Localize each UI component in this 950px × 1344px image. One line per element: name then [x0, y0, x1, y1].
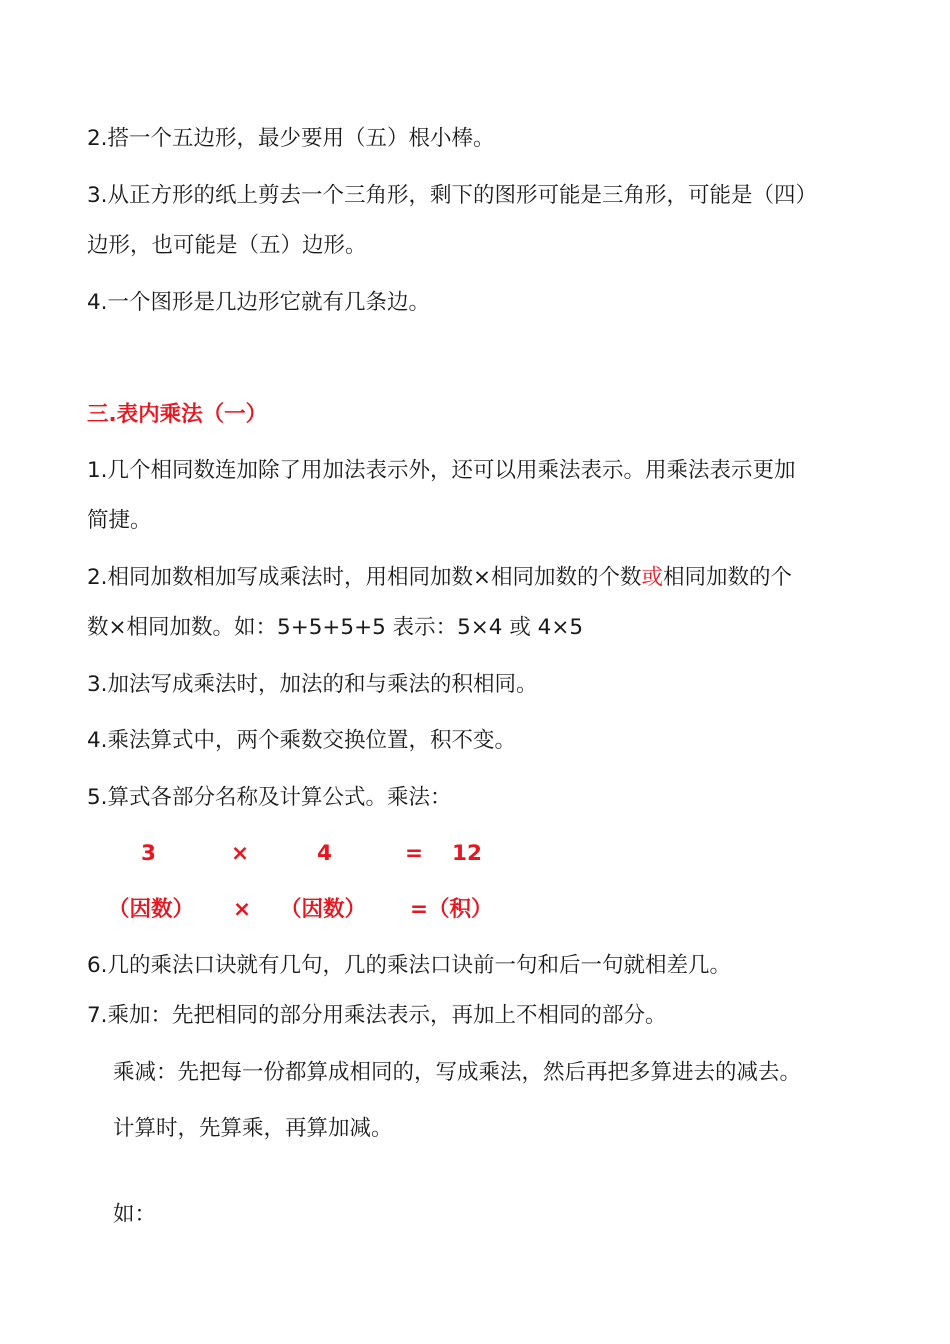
formula-label-factor-1: （因数） — [108, 897, 195, 922]
formula-label-times: × — [233, 897, 252, 922]
example-label: 如： — [113, 1202, 157, 1227]
mult-item-7: 7.乘加：先把相同的部分用乘法表示，再加上不相同的部分。 — [87, 1003, 667, 1028]
formula-times-sign: × — [231, 841, 250, 866]
item-3-line-1: 3.从正方形的纸上剪去一个三角形，剩下的图形可能是三角形，可能是（四） — [87, 183, 818, 208]
formula-equals-sign: = — [405, 841, 424, 866]
mult-item-2-text-b: 相同加数的个 — [663, 565, 793, 590]
mult-item-2-text-a: 2.相同加数相加写成乘法时，用相同加数×相同加数的个数 — [87, 565, 642, 590]
mult-item-1-line-1: 1.几个相同数连加除了用加法表示外，还可以用乘法表示。用乘法表示更加 — [87, 458, 796, 483]
mult-item-2-or-highlight: 或 — [641, 565, 664, 590]
formula-factor-2: 4 — [317, 841, 332, 866]
mult-item-2-line-2: 数×相同加数。如：5+5+5+5 表示：5×4 或 4×5 — [87, 615, 584, 640]
item-2-pentagon: 2.搭一个五边形，最少要用（五）根小棒。 — [87, 126, 495, 151]
mult-item-7-subtract-rule: 乘减：先把每一份都算成相同的，写成乘法，然后再把多算进去的减去。 — [113, 1060, 802, 1085]
item-3-line-2: 边形，也可能是（五）边形。 — [87, 233, 367, 258]
mult-item-3: 3.加法写成乘法时，加法的和与乘法的积相同。 — [87, 672, 538, 697]
mult-item-7-order-rule: 计算时，先算乘，再算加减。 — [113, 1116, 393, 1141]
mult-item-2-line-1 — [87, 563, 792, 593]
formula-factor-1: 3 — [141, 841, 156, 866]
formula-label-factor-2: （因数） — [280, 897, 367, 922]
mult-item-1-line-2: 简捷。 — [87, 508, 152, 533]
section-heading-multiplication: 三.表内乘法（一） — [87, 402, 268, 427]
mult-item-6: 6.几的乘法口诀就有几句，几的乘法口诀前一句和后一句就相差几。 — [87, 953, 732, 978]
mult-item-4: 4.乘法算式中，两个乘数交换位置，积不变。 — [87, 728, 517, 753]
formula-product: 12 — [452, 841, 482, 866]
formula-label-product: =（积） — [410, 897, 493, 922]
item-4-polygon: 4.一个图形是几边形它就有几条边。 — [87, 290, 431, 315]
mult-item-5: 5.算式各部分名称及计算公式。乘法： — [87, 785, 452, 810]
